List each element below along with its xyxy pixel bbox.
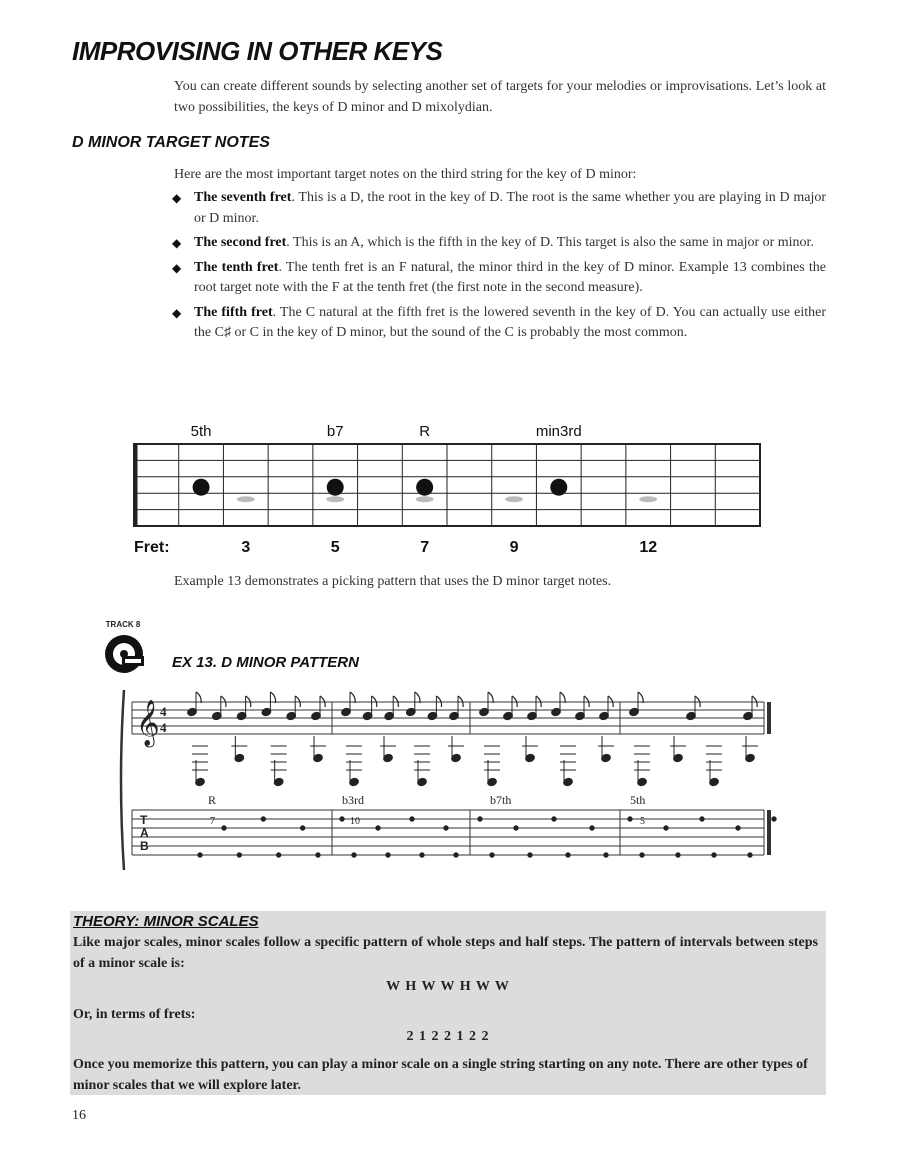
theory-heading: THEORY: MINOR SCALES — [73, 913, 259, 930]
measure-label: b7th — [490, 793, 512, 807]
bullet-icon: ◆ — [172, 236, 182, 250]
measure-label: b3rd — [342, 793, 364, 807]
tab-note — [664, 826, 668, 830]
example-title: EX 13. D MINOR PATTERN — [172, 654, 359, 671]
target-label: 5th — [190, 423, 212, 440]
fret-inlay-marker — [416, 496, 434, 502]
tab-note — [410, 817, 414, 821]
tab-letter: B — [140, 839, 149, 853]
theory-box — [70, 911, 826, 1095]
tab-note — [490, 853, 494, 857]
target-label: b7 — [326, 423, 344, 440]
target-note-dot — [193, 479, 210, 496]
bullet-term: The seventh fret — [194, 190, 292, 205]
tab-note — [420, 853, 424, 857]
system-bracket — [121, 690, 124, 870]
fret-inlay-marker — [237, 496, 255, 502]
list-item — [172, 188, 826, 229]
tab-note — [276, 853, 280, 857]
treble-clef: 𝄞 — [136, 700, 160, 745]
bullet-term: The second fret — [194, 235, 287, 250]
theory-paragraph: Like major scales, minor scales follow a specific pattern of whole steps and half steps. The pattern of intervals between steps of a minor scale is: — [73, 935, 818, 971]
cd-icon — [102, 630, 146, 674]
interval-pattern-steps: W H W W H W W — [386, 979, 510, 994]
tab-note — [640, 853, 644, 857]
list-item — [172, 303, 826, 344]
fret-number: 9 — [509, 539, 519, 556]
interval-pattern-frets: 2 1 2 2 1 2 2 — [406, 1029, 490, 1044]
target-label: R — [419, 423, 431, 440]
page-number: 16 — [72, 1108, 86, 1123]
track-badge — [100, 620, 152, 680]
bullet-text: . This is an A, which is the fifth in the key of D. This target is also the same in major or minor. — [286, 235, 814, 250]
tab-note — [261, 817, 265, 821]
tab-note — [628, 817, 632, 821]
bullet-icon: ◆ — [172, 191, 182, 205]
time-signature-bottom: 4 — [160, 720, 167, 735]
track-label: TRACK 8 — [105, 620, 141, 629]
tab-fret-number: 5 — [640, 816, 645, 827]
time-signature-top: 4 — [160, 704, 167, 719]
bullet-text: . This is a D, the root in the key of D. The root is the same whether you are playing in D major or D minor. — [194, 190, 826, 226]
tab-letter: T — [140, 813, 148, 827]
page-title: IMPROVISING IN OTHER KEYS — [72, 36, 443, 66]
tab-note — [352, 853, 356, 857]
note-flag — [638, 692, 643, 703]
example-caption: Example 13 demonstrates a picking pattern that uses the D minor target notes. — [174, 574, 612, 589]
tab-note — [700, 817, 704, 821]
tab-note — [444, 826, 448, 830]
tab-note — [198, 853, 202, 857]
tab-letter: A — [140, 826, 149, 840]
fret-inlay-marker — [326, 496, 344, 502]
measure-label: R — [208, 793, 217, 807]
fret-inlay-marker — [639, 496, 657, 502]
bullet-text: . The tenth fret is an F natural, the minor third in the key of D minor. Example 13 combines the root target note with the F at the tenth fret (the first note in the second measure). — [194, 259, 827, 295]
target-note-dot — [327, 479, 344, 496]
fret-number: 12 — [639, 539, 658, 556]
note-flag — [350, 692, 355, 703]
note-flag — [488, 692, 493, 703]
tab-note — [566, 853, 570, 857]
tab-note — [748, 853, 752, 857]
tab-note — [376, 826, 380, 830]
fret-number: 3 — [241, 539, 251, 556]
target-note-dot — [550, 479, 567, 496]
tab-note — [772, 817, 776, 821]
tab-note — [237, 853, 241, 857]
theory-paragraph: Or, in terms of frets: — [73, 1007, 196, 1022]
bullet-text: . The C natural at the fifth fret is the lowered seventh in the key of D. You can actually use either the C♯ or C in the key of D minor, but the sound of the C is probably the most common. — [194, 304, 827, 340]
tab-note — [478, 817, 482, 821]
theory-paragraph: Once you memorize this pattern, you can play a minor scale on a single string starting on any note. There are other types of minor scales that we will explore later. — [73, 1057, 808, 1093]
tab-note — [604, 853, 608, 857]
tab-note — [552, 817, 556, 821]
target-notes-list — [172, 188, 826, 348]
bullet-icon: ◆ — [172, 305, 182, 320]
fretboard-diagram — [120, 416, 780, 566]
tab-note — [676, 853, 680, 857]
bullet-icon: ◆ — [172, 260, 182, 275]
tab-note — [454, 853, 458, 857]
target-note-dot — [416, 479, 433, 496]
note-flag — [270, 692, 275, 703]
tab-note — [316, 853, 320, 857]
tab-note — [340, 817, 344, 821]
tab-note — [528, 853, 532, 857]
bullet-term: The tenth fret — [194, 259, 279, 275]
tab-note — [386, 853, 390, 857]
bullet-term: The fifth fret — [194, 304, 273, 320]
music-notation — [114, 680, 780, 880]
fret-number: 5 — [330, 539, 340, 556]
tab-note — [590, 826, 594, 830]
fret-label: Fret: — [134, 539, 170, 556]
note-flag — [560, 692, 565, 703]
tab-note — [736, 826, 740, 830]
tab-fret-number: 7 — [210, 816, 215, 827]
target-label: min3rd — [535, 423, 582, 440]
tab-fret-number: 10 — [350, 816, 360, 827]
section-lead: Here are the most important target notes on the third string for the key of D minor: — [174, 167, 637, 182]
tab-note — [222, 826, 226, 830]
tab-note — [712, 853, 716, 857]
section-heading-dminor: D MINOR TARGET NOTES — [72, 134, 270, 151]
measure-label: 5th — [630, 793, 646, 807]
list-item — [172, 233, 826, 254]
fret-inlay-marker — [505, 496, 523, 502]
list-item — [172, 258, 826, 299]
tab-note — [300, 826, 304, 830]
note-flag — [415, 692, 420, 703]
fret-number: 7 — [420, 539, 430, 556]
tab-note — [514, 826, 518, 830]
note-flag — [196, 692, 201, 703]
intro-paragraph: You can create different sounds by selecting another set of targets for your melodies or improvisations. Let’s look at two possibilities, the keys of D minor and D mixolydian. — [174, 79, 826, 115]
